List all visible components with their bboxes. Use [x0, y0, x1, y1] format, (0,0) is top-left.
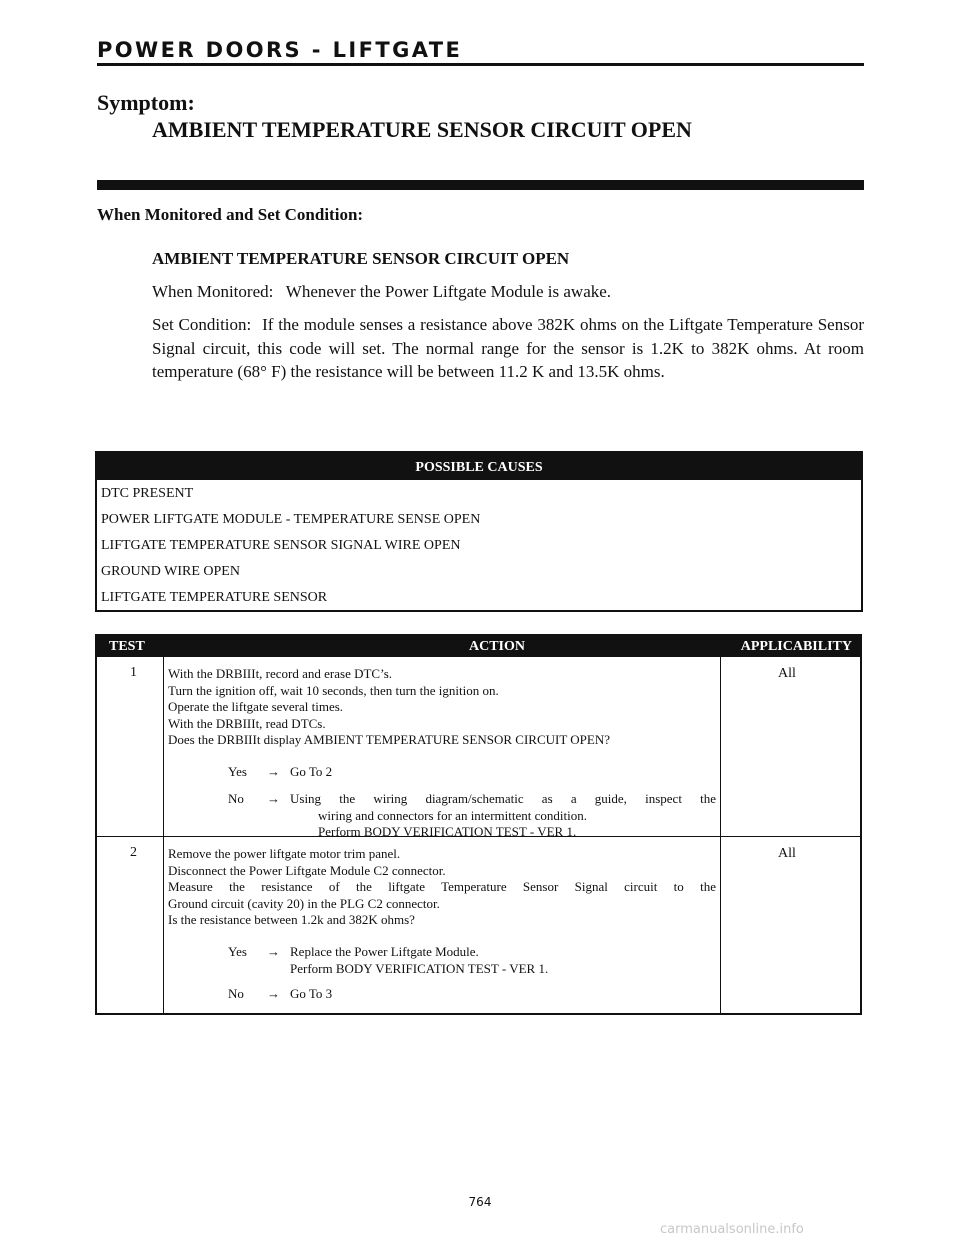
test-number: 2 — [130, 845, 137, 860]
when-monitored — [152, 282, 611, 302]
arrow-icon: → — [267, 944, 280, 959]
action-line: With the DRBIIIt, record and erase DTC’s. — [168, 666, 393, 681]
yes-label: Yes — [228, 944, 247, 959]
column-applicability: APPLICABILITY — [740, 639, 852, 654]
test-action — [168, 846, 716, 929]
arrow-icon: → — [267, 986, 280, 1001]
yes-result — [290, 944, 716, 977]
yes-result-line: Replace the Power Liftgate Module. — [290, 944, 479, 959]
cause-item: GROUND WIRE OPEN — [101, 564, 240, 579]
action-line: Ground circuit (cavity 20) in the PLG C2 connector. — [168, 895, 440, 911]
action-line: Disconnect the Power Liftgate Module C2 connector. — [168, 862, 446, 878]
table-row — [97, 657, 860, 839]
section-title: POWER DOORS - LIFTGATE — [97, 38, 463, 62]
yes-label: Yes — [228, 764, 247, 779]
set-condition-text: If the module senses a resistance above 382K ohms on the Liftgate Temperature Sensor Signal circuit, this code will set. The normal range for the sensor is 1.2K to 382K ohms. At room temperature (68° F) the resistance will be between 11.2 K and 13.5K ohms. — [152, 315, 865, 381]
yes-result: Go To 2 — [290, 764, 333, 779]
arrow-icon: → — [267, 791, 280, 806]
when-monitored-text: Whenever the Power Liftgate Module is awake. — [285, 282, 612, 301]
when-monitored-label: When Monitored: — [152, 282, 274, 301]
test-table — [95, 634, 862, 1015]
action-line: With the DRBIIIt, read DTCs. — [168, 715, 326, 731]
test-number: 1 — [130, 665, 137, 680]
no-label: No — [228, 791, 244, 806]
action-line: Measure the resistance of the liftgate Temperature Sensor Signal circuit to the — [168, 879, 716, 894]
applicability: All — [778, 666, 796, 681]
column-test: TEST — [109, 639, 145, 654]
set-condition — [152, 313, 864, 384]
column-action: ACTION — [469, 639, 526, 654]
monitored-heading: When Monitored and Set Condition: — [97, 205, 364, 224]
page-number: 764 — [468, 1195, 492, 1209]
action-line: Operate the liftgate several times. — [168, 699, 344, 714]
cause-item: LIFTGATE TEMPERATURE SENSOR — [101, 590, 328, 605]
cause-item: DTC PRESENT — [101, 486, 194, 501]
no-result: Go To 3 — [290, 986, 333, 1001]
symptom-label: Symptom: — [97, 90, 195, 115]
table-row — [97, 837, 860, 1013]
set-condition-label: Set Condition: — [152, 315, 252, 334]
no-result-line: wiring and connectors for an intermittent condition. — [318, 807, 587, 823]
action-line: Does the DRBIIIt display AMBIENT TEMPERATURE SENSOR CIRCUIT OPEN? — [168, 732, 611, 747]
action-line: Turn the ignition off, wait 10 seconds, then turn the ignition on. — [168, 682, 499, 698]
possible-causes-box — [95, 451, 863, 612]
symptom-divider — [97, 180, 864, 190]
no-result-line: Using the wiring diagram/schematic as a guide, inspect the — [290, 791, 716, 806]
test-table-header — [97, 636, 860, 657]
test-action — [168, 666, 716, 749]
header-divider — [97, 63, 864, 66]
no-result-line: Perform BODY VERIFICATION TEST - VER 1. — [318, 824, 577, 839]
cause-item: POWER LIFTGATE MODULE - TEMPERATURE SENSE OPEN — [101, 512, 481, 527]
possible-causes-header: POSSIBLE CAUSES — [97, 453, 861, 480]
cause-item: LIFTGATE TEMPERATURE SENSOR SIGNAL WIRE OPEN — [101, 538, 461, 553]
yes-result-line: Perform BODY VERIFICATION TEST - VER 1. — [290, 960, 549, 976]
action-line: Is the resistance between 1.2k and 382K ohms? — [168, 912, 415, 927]
no-label: No — [228, 986, 244, 1001]
no-result — [290, 791, 716, 841]
watermark: carmanualsonline.info — [660, 1222, 804, 1237]
applicability: All — [778, 846, 796, 861]
arrow-icon: → — [267, 764, 280, 779]
symptom-title: AMBIENT TEMPERATURE SENSOR CIRCUIT OPEN — [152, 117, 692, 142]
condition-name: AMBIENT TEMPERATURE SENSOR CIRCUIT OPEN — [152, 249, 570, 268]
action-line: Remove the power liftgate motor trim panel. — [168, 846, 401, 861]
